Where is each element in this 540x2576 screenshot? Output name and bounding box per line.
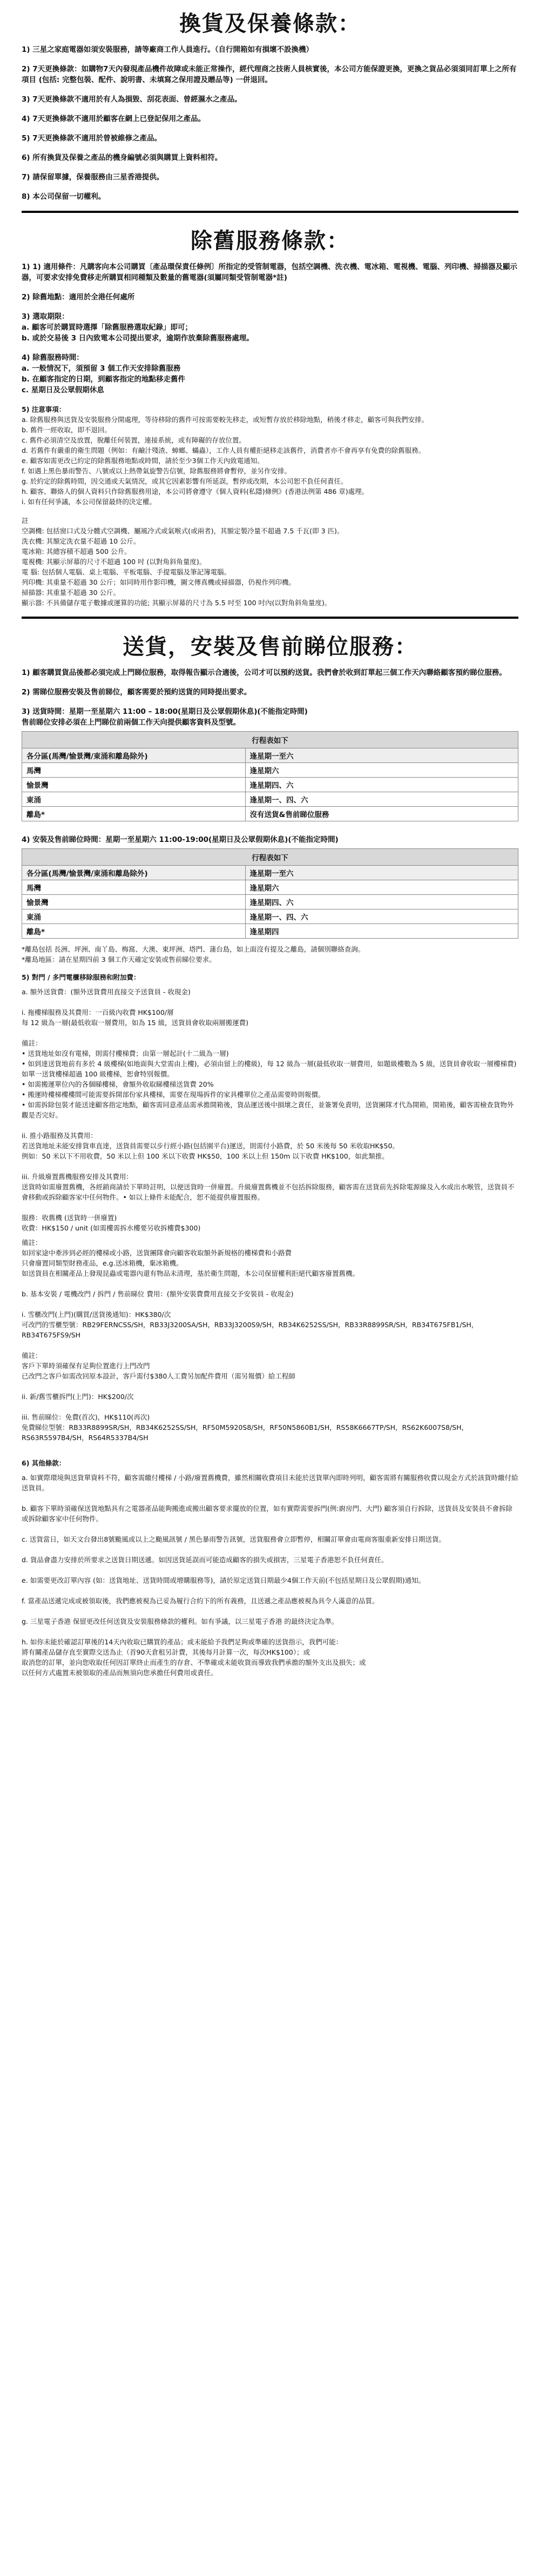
install-time-title: 4) 安裝及售前睇位時間：星期一至星期六 11:00-19:00(星期日及公眾假期休息)(不能指定時間)	[22, 835, 339, 844]
removal-how-title: 3) 選取期限：	[22, 312, 69, 321]
removal-spec-item: 電視機: 其顯示屏幕的尺寸不超過 100 吋 (以對角斜角量度)。	[22, 558, 206, 566]
delivery-time-title: 3) 送貨時間：星期一至星期六 11:00 – 18:00(星期日及公眾假期休息)(不能指定時間)	[22, 707, 308, 716]
fee-line: a. 額外送貨費：(額外送貨費用直接交予送貨員 - 收現金)	[22, 988, 191, 996]
fee-line: 送貨時如需廢置舊機，各經銷商請於下單時註明，以便送貨時一併廢置。升級廢置舊機並不包括拆除服務，顧客需在送貨前先拆除電源線及入水或出水喉管，送貨員不會移動或拆除顧客家中任何物件。• 如以上條件未能配合，恕不能提供廢置服務。	[22, 1183, 515, 1201]
other-term	[22, 1493, 518, 1503]
removal-note: h. 顧客、聯絡人的個人資料只作除舊服務用途，本公司將會遵守《個人資料(私隱)條例》(香港法例第 486 章)處理。	[22, 487, 369, 496]
fee-line	[22, 997, 518, 1007]
extra-fees-title: 5) 對門 / 多門電櫃移除服務和附加費：	[22, 973, 140, 981]
other-term: 將有關產品儲存直至實際交送為止（首90天倉租另計費，其後每月計算一次，每次HK$100）；或	[22, 1648, 310, 1656]
fee-line: 客戶下單時須確保有足夠位置進行上門改門	[22, 1362, 150, 1370]
other-term: 以任何方式處置未被領取的產品而無須向您承擔任何費用或責任。	[22, 1669, 218, 1677]
removal-time-title: 4) 除舊服務時間：	[22, 353, 84, 362]
other-term: b. 顧客下單時須確保送貨地點具有之電器產品能夠搬進或搬出顧客要求擺放的位置，如有實際需要拆門(例:廚房門、大門) 顧客須自行拆除，送貨員及安裝員不會拆除或拆除顧客家中任何物件。	[22, 1504, 512, 1523]
delivery-intro: 2) 需睇位服務安裝及售前睇位，顧客需要於預約送貨的同時提出要求。	[22, 688, 252, 697]
fee-line: • 如需拆除包裝才能送達顧客指定地點，顧客需同意產品需承擔開箱後，貨品運送後中損壞之責任，並簽署免責明，送貨團隊才代為開箱，開箱後，顧客需檢查貨物外觀是否完好。	[22, 1101, 514, 1119]
section-divider	[22, 211, 518, 213]
removal-section	[22, 225, 518, 608]
exchange-item: 7) 請保留單據，保養服務由三星香港提供。	[22, 173, 164, 182]
fee-line: • 如到達送貨地前有多於 4 級樓梯(如地面與大堂需由上樓)，必須由留上的樓級)，每 12 級為一層(最低收取一層費用，如題級樓數為 5 級，送貨員會收取一層樓梯費)	[22, 1060, 517, 1068]
schedule-region: 離島*	[22, 807, 246, 821]
schedule-days: 逢星期四	[245, 924, 518, 939]
fee-line	[22, 1161, 518, 1172]
island-notes	[22, 944, 518, 965]
other-term	[22, 1627, 518, 1637]
table-row	[22, 880, 518, 895]
removal-note: d. 若舊件有嚴重的衛生問題（例如：有鹼汁殘渣、蟑螂、蟎蟲），工作人員有權拒絕移走該舊件，消費者亦不會再享有免費的除舊服務。	[22, 446, 426, 454]
fee-line: 如回家途中牽涉到必經的樓梯或小路，送貨團隊會向顧客收取額外新規格的樓梯費和小路費	[22, 1249, 292, 1257]
section-divider	[22, 617, 518, 619]
removal-intro: 2) 除舊地點：適用於全港任何處所	[22, 293, 135, 302]
other-term: d. 貨品會盡力安排於所要求之送貨日期送遞。如因送貨延誤而可能造成顧客的損失或損害，三星電子香港恕不負任何責任。	[22, 1556, 388, 1564]
fee-line: 可改門的雪櫃型號：RB29FERNCSS/SH，RB33J3200SA/SH，RB33J3200S9/SH，RB34K6252SS/SH，RB33R8899SR/SH，RB34T675FB1/SH，RB34T675FS9/SH	[22, 1321, 478, 1339]
fee-line: 備註：	[22, 1351, 42, 1360]
schedule-days: 逢星期一、四、六	[245, 909, 518, 924]
delivery-section	[22, 631, 518, 1678]
schedule-region: 馬灣	[22, 880, 246, 895]
exchange-item: 3) 7天更換條款不適用於有人為損毀、刮花表面、曾經濕水之產品。	[22, 95, 242, 104]
schedule-region: 離島*	[22, 924, 246, 939]
exchange-item: 4) 7天更換條款不適用於顧客在網上已登記保用之產品。	[22, 115, 206, 123]
removal-note: i. 如有任何爭議，本公司保留最終的決定權。	[22, 498, 156, 506]
fee-line: b. 基本安裝 / 電機改門 / 拆門 / 售前睇位 費用：(額外安裝費費用直接交予安裝員 - 收現金)	[22, 1290, 294, 1298]
removal-spec-item: 顯示器: 不具備儲存電子數據或運算的功能; 其顯示屏幕的尺寸為 5.5 吋至 100 吋內(以對角斜角量度)。	[22, 599, 332, 607]
extra-fees	[22, 972, 518, 1443]
fee-line: 備註：	[22, 1039, 42, 1047]
exchange-list	[22, 44, 518, 202]
table-row	[22, 909, 518, 924]
delivery-title: 送貨，安裝及售前睇位服務：	[123, 634, 417, 659]
schedule-table-header: 行程表如下	[22, 849, 518, 866]
fee-line: 若送貨地址未能安排貨車直達，送貨員需要以步行經小路(包括園平台)運送，則需付小路費，於 50 米後每 50 米收取HK$50。	[22, 1142, 399, 1150]
removal-how-item: b. 或於交易後 3 日內致電本公司提出要求，逾期作放棄除舊服務處理。	[22, 334, 254, 343]
removal-title: 除舊服務條款：	[191, 229, 349, 253]
fee-line: ii. 推小路服務及其費用：	[22, 1132, 97, 1140]
other-term: h. 如你未能於確認訂單後的14天內收取已購買的產品；或未能給予我們足夠或準確的送貨指示，我們可能：	[22, 1638, 343, 1646]
other-term: g. 三星電子香港 保留更改任何送貨及安裝服務條款的權利。如有爭議，以三星電子香港 的最終決定為準。	[22, 1617, 339, 1625]
other-term	[22, 1606, 518, 1616]
removal-time-item: a. 一般情況下，須預留 3 個工作天安排除舊服務	[22, 364, 181, 373]
removal-note: a. 除舊服務與送貨及安裝服務分開處理，等待移除的舊件可按需要較先移走，或短暫存放於移除地點，稍後才移走，顧客可與我們安排。	[22, 416, 429, 424]
fee-line: ii. 新/舊雪櫃拆門(上門)：HK$200/次	[22, 1393, 134, 1401]
schedule-days: 逢星期一至六	[245, 748, 518, 763]
fee-line: i. 拖樓梯服務及其費用：一百級內收費 HK$100/層	[22, 1008, 174, 1016]
schedule-region: 馬灣	[22, 763, 246, 778]
removal-note: c. 舊件必須清空及放置，脫離任何裝置，連接系統，或有障礙的存放位置。	[22, 436, 246, 444]
removal-spec-item: 空調機: 包括窗口式及分體式空調機、屬風冷式或氣喉式(或兩者)，其額定製冷量不超過 7.5 千瓦(即 3 匹)。	[22, 527, 344, 535]
exchange-item: 5) 7天更換條款不適用於曾被維修之產品。	[22, 134, 162, 143]
removal-time-item: c. 星期日及公眾假期休息	[22, 386, 104, 394]
schedule-days: 逢星期一至六	[245, 866, 518, 880]
removal-note: f. 如遇上黑色暴雨警告、八號或以上熱帶氣旋警告信號，除舊服務將會暫停，並另作安排。	[22, 467, 291, 475]
fee-line: i. 雪櫃改門(上門)(購買/送貨後通知)：HK$380/次	[22, 1310, 171, 1319]
fee-line: 如送貨員在相關產品上發現昆蟲或電器內還有物品未清理，基於衛生問題，本公司保留權利拒絕代顧客廢置舊機。	[22, 1269, 360, 1277]
table-row	[22, 807, 518, 821]
other-term: e. 如需要更改訂單內容 (如：送貨地址、送貨時間或增購服務等)，請於原定送貨日期最少4個工作天前(不包括星期日及公眾假期)通知。	[22, 1576, 426, 1584]
exchange-item: 1) 三星之家庭電器如須安裝服務，請等廠商工作人員進行。（自行開箱如有損壞不設換機）	[22, 45, 314, 54]
fee-line: • 搬運時樓梯樓樓間可能需要拆開部份家具樓梯，需要在現場拆件的家具樓單位之產品需要時則報價。	[22, 1090, 325, 1099]
removal-spec-title: 註	[22, 517, 29, 525]
fee-line	[22, 1028, 518, 1038]
island-note: *離島地區：請在星期四前 3 個工作天確定安裝或售前睇位要求。	[22, 955, 216, 964]
exchange-section	[22, 8, 518, 202]
fee-line	[22, 1299, 518, 1309]
table-row	[22, 792, 518, 807]
other-terms-title: 6) 其他條款：	[22, 1459, 66, 1467]
fee-line	[22, 1402, 518, 1412]
schedule-table-header: 行程表如下	[22, 732, 518, 748]
table-row	[22, 866, 518, 880]
removal-spec-item: 電冰箱: 其總容積不超過 500 公升。	[22, 547, 131, 556]
fee-line: • 如需搬運單位內的各個睇樓梯，會額外收取睇樓梯送貨費 20%	[22, 1080, 214, 1088]
other-term: a. 如實際環境與送貨單資料不符，顧客需繳付樓梯 / 小路/廢置舊機費，雖然相關收費項目未能於送貨單內即時列明，顧客需將有關服務收費以現金方式於該貨時繳付給送貨員。	[22, 1474, 518, 1492]
removal-note: e. 顧客如需更改已約定的除舊服務地點或時間，請於至少3個工作天內致電通知。	[22, 457, 264, 465]
table-row	[22, 748, 518, 763]
fee-line	[22, 1340, 518, 1350]
removal-intro: 1) 1) 適用條件：凡購客向本公司購買〔產品環保責任條例〕所指定的受管制電器，包括空調機、洗衣機、電冰箱、電視機、電腦、列印機、掃描器及顯示器，可要求安排免費移走所購買相同種類及數量的舊電器(須屬同類受管制電器*註)	[22, 263, 518, 282]
exchange-title: 換貨及保養條款：	[179, 11, 361, 36]
other-term	[22, 1565, 518, 1575]
fee-line	[22, 1381, 518, 1391]
fee-line: 服務：收舊機 (送貨時一併廢置)	[22, 1214, 117, 1222]
removal-time	[22, 352, 518, 396]
removal-how	[22, 311, 518, 344]
delivery-schedule-2	[22, 834, 518, 939]
exchange-item: 8) 本公司保留一切權利。	[22, 192, 106, 201]
other-term: c. 送貨當日，如天文台發出8號颱風或以上之颱風訊號 / 黑色暴雨警告訊號，送貨服務會立即暫停，相關訂單會由電商客服重新安排日期送貨。	[22, 1535, 446, 1543]
fee-line: 備註：	[22, 1239, 42, 1247]
removal-spec	[22, 516, 518, 608]
fee-line: 收費：HK$150 / unit (如需樓需拆水樓要另收拆樓費$300)	[22, 1224, 201, 1232]
schedule-region: 愉景灣	[22, 895, 246, 909]
exchange-item: 6) 所有換貨及保養之產品的機身編號必須與購買上資料相符。	[22, 153, 222, 162]
removal-spec-item: 洗衣機: 其額定洗衣量不超過 10 公斤。	[22, 537, 140, 545]
fee-line: 每 12 級為一層(最低收取一層費用，如為 15 級，送貨員會收取兩層搬運費)	[22, 1019, 248, 1027]
removal-note: g. 於約定的除舊時間，因交通或天氣情況，或其它因素影響有所延誤，暫停或改期，本公司恕不負任何責任。	[22, 477, 348, 485]
other-term: f. 當產品送遞完成或被領取後，我們應被視為已妥為履行合約下的所有義務，且送遞之產品應被視為具令人滿意的品質。	[22, 1597, 379, 1605]
removal-notes	[22, 404, 518, 507]
fee-line: 如單一送貨樓梯超過 100 級樓梯，恕會特別報價。	[22, 1070, 174, 1078]
fee-line: iii. 升級廢置舊機服務安排及其費用：	[22, 1173, 133, 1181]
schedule-days: 沒有送貨&售前睇位服務	[245, 807, 518, 821]
other-term	[22, 1524, 518, 1534]
fee-line: 已改門之客戶如需改回原本設計，客戶需付$380人工費另加配件費用（需另報價）給工程師	[22, 1372, 295, 1380]
schedule-region: 東涌	[22, 909, 246, 924]
fee-line	[22, 1279, 518, 1289]
delivery-schedule-table	[22, 731, 518, 821]
table-row	[22, 895, 518, 909]
schedule-days: 逢星期六	[245, 763, 518, 778]
table-row	[22, 763, 518, 778]
exchange-item: 2) 7天更換條款：如購物7天內發現產品機件故障或未能正常操作，經代理商之技術人員核實後，本公司方能保證更換，更換之貨品必須須同訂單上之所有項目 (包括: 完整包裝、配件、說明書、未填寫之保用證及贈品等) 一併退回。	[22, 65, 517, 84]
delivery-schedule-1	[22, 706, 518, 821]
removal-spec-item: 列印機: 其重量不超過 30 公斤；如同時用作影印機，圖文傳真機或掃描器，仍視作列印機。	[22, 578, 296, 586]
schedule-days: 逢星期六	[245, 880, 518, 895]
fee-line	[22, 1120, 518, 1130]
schedule-region: 愉景灣	[22, 778, 246, 792]
removal-notes-title: 5) 注意事項：	[22, 405, 66, 413]
fee-line: 例如：50 米以下不用收費，50 米以上但 100 米以下收費 HK$50，100 米以上但 150m 以下收費 HK$100，如此類推。	[22, 1152, 389, 1160]
table-row	[22, 924, 518, 939]
delivery-intro: 1) 顧客購買貨品後都必須完成上門睇位服務，取得報告顯示合適後，公司才可以預約送貨。我們會於收到訂單起三個工作天內聯絡顧客預約睇位服務。	[22, 668, 507, 677]
removal-how-item: a. 顧客可於購買時選擇「除舊服務選取紀錄」即可；	[22, 323, 192, 332]
delivery-time-sub: 售前睇位安排必須在上門睇位前兩個工作天向提供顧客資料及型號。	[22, 718, 240, 727]
schedule-days: 逢星期一、四、六	[245, 792, 518, 807]
removal-time-item: b. 在顧客指定的日期，到顧客指定的地點移走舊件	[22, 375, 185, 384]
other-term: 取消您的訂單，並向您收取任何因訂單終止而產生的存倉、不準確或未能收貨而導致我們承擔的額外支出及損失；或	[22, 1658, 366, 1667]
schedule-days: 逢星期四、六	[245, 895, 518, 909]
table-row	[22, 778, 518, 792]
schedule-region: 各分區(馬灣/愉景灣/東涌和離島除外)	[22, 748, 246, 763]
fee-line: 免費睇位型號：RB33R8899SR/SH，RB34K6252SS/SH，RF50M5920S8/SH，RF50N5860B1/SH，RS58K6667TP/SH，RS62K6007S8/SH，RS63R5597B4/SH，RS64R5337B4/SH	[22, 1423, 468, 1442]
other-term	[22, 1544, 518, 1555]
fee-line: 只會廢置同類型財務產品，e.g.送冰箱機，棄冰箱機。	[22, 1259, 183, 1267]
removal-spec-item: 電 腦: 包括個人電腦、桌上電腦、平板電腦、手提電腦及筆記簿電腦。	[22, 568, 231, 576]
fee-line	[22, 1202, 518, 1213]
removal-spec-item: 掃描器: 其重量不超過 30 公斤。	[22, 588, 120, 597]
other-term	[22, 1585, 518, 1596]
schedule-region: 東涌	[22, 792, 246, 807]
fee-line: • 送貨地址如沒有電梯，則需付樓梯費；由第一層起計(十二級為一層)	[22, 1049, 229, 1058]
other-terms	[22, 1458, 518, 1678]
island-note: *離島包括 長洲、坪洲、南丫島、梅窩、大澳、東坪洲、塔門、蒲台島，如上面沒有提及之離島，請個別聯絡查詢。	[22, 945, 365, 953]
schedule-days: 逢星期四、六	[245, 778, 518, 792]
removal-note: b. 舊件一經收取，即不退回。	[22, 426, 111, 434]
fee-line: iii. 售前睇位：免費(首次)，HK$110(再次)	[22, 1413, 150, 1421]
schedule-region: 各分區(馬灣/愉景灣/東涌和離島除外)	[22, 866, 246, 880]
install-schedule-table	[22, 848, 518, 939]
